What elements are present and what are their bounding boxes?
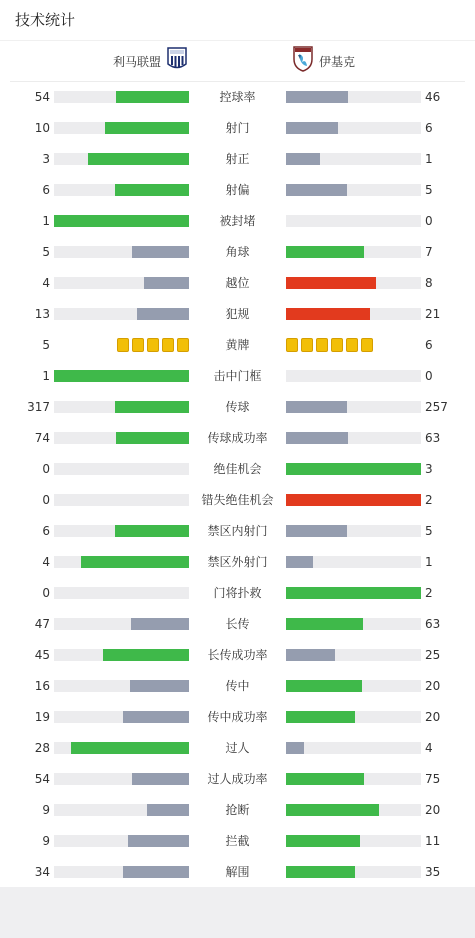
deportes-iquique-crest-icon	[293, 46, 313, 76]
stat-row	[0, 640, 475, 671]
home-stat-value: 1	[42, 369, 50, 383]
stat-label: 传中	[225, 679, 250, 693]
away-stat-value: 6	[425, 121, 433, 135]
stat-label: 禁区内射门	[207, 524, 268, 538]
away-stat-bar-track	[286, 711, 421, 723]
stat-label: 射门	[225, 121, 250, 135]
away-stat-value: 3	[425, 462, 433, 476]
stat-row	[0, 423, 475, 454]
away-stat-value: 20	[425, 710, 441, 724]
away-stat-bar-track	[286, 246, 421, 258]
away-stat-bar-fill	[286, 277, 376, 289]
stat-label: 越位	[225, 276, 250, 290]
alianza-lima-crest-icon	[167, 47, 187, 75]
yellow-card-icon	[147, 338, 159, 352]
home-yellow-cards	[117, 338, 189, 352]
home-stat-bar-track	[54, 494, 189, 506]
away-team-name: 伊基克	[319, 54, 356, 69]
away-stat-value: 63	[425, 431, 441, 445]
yellow-card-icon	[301, 338, 313, 352]
away-stat-bar-track	[286, 494, 421, 506]
away-stat-bar-fill	[286, 804, 379, 816]
home-stat-value: 1	[42, 214, 50, 228]
home-stat-bar-fill	[123, 866, 189, 878]
yellow-card-icon	[162, 338, 174, 352]
yellow-card-icon	[361, 338, 373, 352]
home-stat-bar-track	[54, 742, 189, 754]
away-stat-value: 63	[425, 617, 441, 631]
home-stat-bar-track	[54, 835, 189, 847]
home-stat-bar-fill	[105, 122, 189, 134]
away-stat-bar-track	[286, 525, 421, 537]
home-stat-value: 34	[34, 865, 50, 879]
home-stat-bar-fill	[115, 184, 189, 196]
away-stat-bar-fill	[286, 401, 347, 413]
stat-row	[0, 671, 475, 702]
away-stat-bar-track	[286, 773, 421, 785]
home-stat-bar-track	[54, 525, 189, 537]
home-stat-bar-fill	[132, 246, 189, 258]
home-stat-bar-track	[54, 184, 189, 196]
home-stat-value: 6	[42, 524, 50, 538]
home-stat-bar-fill	[123, 711, 189, 723]
yellow-card-icon	[286, 338, 298, 352]
home-stat-bar-track	[54, 246, 189, 258]
home-stat-bar-track	[54, 153, 189, 165]
home-stat-bar-track	[54, 680, 189, 692]
home-stat-bar-track	[54, 649, 189, 661]
stat-row	[0, 702, 475, 733]
away-stat-value: 46	[425, 90, 441, 104]
stat-label: 传球成功率	[207, 431, 268, 445]
home-stat-value: 45	[34, 648, 50, 662]
home-stat-value: 0	[42, 586, 50, 600]
stat-row	[0, 578, 475, 609]
home-stat-value: 54	[34, 90, 50, 104]
home-stat-bar-fill	[147, 804, 189, 816]
home-stat-bar-track	[54, 308, 189, 320]
away-stat-bar-track	[286, 91, 421, 103]
yellow-card-icon	[331, 338, 343, 352]
stat-row	[0, 361, 475, 392]
away-stat-bar-fill	[286, 556, 313, 568]
home-stat-bar-track	[54, 401, 189, 413]
stat-label: 被封堵	[219, 214, 256, 228]
away-stat-bar-fill	[286, 432, 348, 444]
away-stat-value: 6	[425, 338, 433, 352]
stat-row	[0, 206, 475, 237]
away-stat-bar-track	[286, 277, 421, 289]
home-stat-bar-track	[54, 618, 189, 630]
home-stat-bar-fill	[116, 91, 189, 103]
home-stat-bar-track	[54, 277, 189, 289]
stat-row	[0, 144, 475, 175]
stat-label: 黄牌	[225, 338, 250, 352]
stat-row	[0, 113, 475, 144]
stat-label: 解围	[225, 865, 250, 879]
away-stat-bar-fill	[286, 711, 355, 723]
stat-row	[0, 485, 475, 516]
home-stat-value: 13	[34, 307, 50, 321]
home-stat-bar-fill	[115, 525, 189, 537]
away-stat-value: 4	[425, 741, 433, 755]
home-stat-bar-track	[54, 432, 189, 444]
home-stat-bar-fill	[137, 308, 189, 320]
home-stat-bar-fill	[71, 742, 189, 754]
stat-row	[0, 795, 475, 826]
stat-label: 错失绝佳机会	[201, 493, 274, 507]
stat-row	[0, 857, 475, 888]
yellow-card-icon	[346, 338, 358, 352]
away-stat-bar-fill	[286, 742, 304, 754]
away-stat-value: 11	[425, 834, 441, 848]
away-stat-bar-track	[286, 804, 421, 816]
away-stat-value: 2	[425, 586, 433, 600]
home-stat-value: 16	[34, 679, 50, 693]
stat-label: 禁区外射门	[207, 555, 268, 569]
away-stat-bar-fill	[286, 246, 364, 258]
stat-label: 射正	[225, 152, 250, 166]
page-title: 技术统计	[15, 11, 76, 29]
stat-label: 击中门框	[213, 369, 262, 383]
away-stat-bar-track	[286, 463, 421, 475]
away-stat-value: 0	[425, 214, 433, 228]
stat-row	[0, 454, 475, 485]
home-stat-value: 28	[34, 741, 50, 755]
home-stat-value: 0	[42, 493, 50, 507]
stat-label: 过人成功率	[207, 772, 268, 786]
away-stat-value: 5	[425, 183, 433, 197]
away-stat-bar-track	[286, 835, 421, 847]
away-stat-bar-fill	[286, 649, 335, 661]
home-stat-bar-track	[54, 91, 189, 103]
home-stat-value: 6	[42, 183, 50, 197]
home-stat-bar-fill	[132, 773, 189, 785]
home-stat-bar-fill	[128, 835, 189, 847]
away-team[interactable]	[293, 49, 355, 73]
home-stat-value: 9	[42, 834, 50, 848]
away-stat-value: 20	[425, 803, 441, 817]
home-stat-bar-track	[54, 215, 189, 227]
home-stat-value: 5	[42, 245, 50, 259]
away-stat-value: 257	[425, 400, 448, 414]
away-stat-value: 5	[425, 524, 433, 538]
yellow-card-icon	[132, 338, 144, 352]
away-stat-value: 21	[425, 307, 441, 321]
away-stat-bar-fill	[286, 308, 370, 320]
away-stat-bar-track	[286, 618, 421, 630]
home-stat-bar-track	[54, 866, 189, 878]
away-stat-bar-fill	[286, 835, 360, 847]
away-yellow-cards	[286, 338, 373, 352]
away-stat-bar-fill	[286, 773, 364, 785]
stat-label: 拦截	[225, 834, 250, 848]
stat-label: 犯规	[225, 307, 250, 321]
home-stat-bar-track	[54, 773, 189, 785]
home-stat-bar-fill	[115, 401, 189, 413]
stat-row	[0, 268, 475, 299]
stat-label: 传中成功率	[207, 710, 268, 724]
stat-row	[0, 547, 475, 578]
away-stat-value: 7	[425, 245, 433, 259]
away-stat-bar-track	[286, 742, 421, 754]
yellow-card-icon	[316, 338, 328, 352]
home-stat-bar-fill	[54, 370, 189, 382]
stat-row	[0, 516, 475, 547]
teams-header	[0, 41, 475, 81]
home-stat-bar-fill	[81, 556, 189, 568]
home-stat-bar-track	[54, 587, 189, 599]
away-stat-bar-track	[286, 587, 421, 599]
away-stat-bar-track	[286, 184, 421, 196]
stat-row	[0, 392, 475, 423]
away-stat-value: 75	[425, 772, 441, 786]
stat-label: 射偏	[225, 183, 250, 197]
home-stat-bar-fill	[103, 649, 189, 661]
stat-row	[0, 299, 475, 330]
yellow-card-icon	[177, 338, 189, 352]
stat-row	[0, 330, 475, 361]
away-stat-bar-track	[286, 153, 421, 165]
stat-label: 控球率	[219, 90, 256, 104]
stat-label: 角球	[225, 245, 250, 259]
away-stat-bar-fill	[286, 184, 347, 196]
away-stat-bar-fill	[286, 866, 355, 878]
home-team[interactable]	[113, 49, 187, 73]
home-stat-value: 4	[42, 276, 50, 290]
away-stat-bar-track	[286, 370, 421, 382]
away-stat-bar-fill	[286, 587, 421, 599]
home-stat-bar-track	[54, 556, 189, 568]
away-stat-value: 1	[425, 555, 433, 569]
home-stat-value: 10	[34, 121, 50, 135]
away-stat-bar-fill	[286, 494, 421, 506]
away-stat-bar-fill	[286, 680, 362, 692]
away-stat-bar-fill	[286, 122, 338, 134]
home-stat-bar-track	[54, 370, 189, 382]
stat-label: 抢断	[225, 803, 250, 817]
home-stat-value: 19	[34, 710, 50, 724]
away-stat-bar-track	[286, 432, 421, 444]
stat-label: 传球	[225, 400, 250, 414]
stat-row	[0, 237, 475, 268]
stats-list	[0, 82, 475, 888]
stat-row	[0, 764, 475, 795]
home-stat-value: 74	[34, 431, 50, 445]
away-stat-value: 1	[425, 152, 433, 166]
away-stat-bar-track	[286, 308, 421, 320]
home-stat-bar-fill	[131, 618, 189, 630]
stat-row	[0, 82, 475, 113]
away-stat-value: 0	[425, 369, 433, 383]
away-stat-value: 8	[425, 276, 433, 290]
home-stat-value: 3	[42, 152, 50, 166]
stat-row	[0, 733, 475, 764]
away-stat-value: 2	[425, 493, 433, 507]
stat-row	[0, 609, 475, 640]
away-stat-bar-track	[286, 649, 421, 661]
away-stat-bar-track	[286, 122, 421, 134]
away-stat-value: 25	[425, 648, 441, 662]
home-stat-bar-track	[54, 804, 189, 816]
home-stat-value: 0	[42, 462, 50, 476]
home-team-name: 利马联盟	[112, 54, 161, 69]
away-stat-bar-track	[286, 215, 421, 227]
away-stat-bar-track	[286, 866, 421, 878]
away-stat-bar-track	[286, 401, 421, 413]
stat-label: 门将扑救	[213, 586, 262, 600]
home-stat-bar-track	[54, 463, 189, 475]
stat-label: 过人	[225, 741, 250, 755]
away-stat-bar-fill	[286, 91, 348, 103]
home-stat-value: 54	[34, 772, 50, 786]
away-stat-bar-track	[286, 680, 421, 692]
home-stat-value: 9	[42, 803, 50, 817]
away-stat-bar-track	[286, 556, 421, 568]
stat-label: 绝佳机会	[213, 462, 262, 476]
home-stat-value: 317	[27, 400, 50, 414]
home-stat-value: 47	[34, 617, 50, 631]
home-stat-bar-fill	[88, 153, 189, 165]
home-stat-bar-track	[54, 711, 189, 723]
home-stat-bar-fill	[130, 680, 189, 692]
stat-row	[0, 826, 475, 857]
yellow-card-icon	[117, 338, 129, 352]
away-stat-bar-fill	[286, 618, 363, 630]
stat-row	[0, 175, 475, 206]
away-stat-bar-fill	[286, 463, 421, 475]
away-stat-bar-fill	[286, 153, 320, 165]
stat-label: 长传	[225, 617, 250, 631]
home-stat-bar-track	[54, 122, 189, 134]
home-stat-value: 5	[42, 338, 50, 352]
home-stat-bar-fill	[144, 277, 189, 289]
away-stat-bar-fill	[286, 525, 347, 537]
home-stat-bar-fill	[116, 432, 189, 444]
home-stat-value: 4	[42, 555, 50, 569]
stat-label: 长传成功率	[207, 648, 268, 662]
away-stat-value: 35	[425, 865, 441, 879]
home-stat-bar-fill	[54, 215, 189, 227]
away-stat-value: 20	[425, 679, 441, 693]
